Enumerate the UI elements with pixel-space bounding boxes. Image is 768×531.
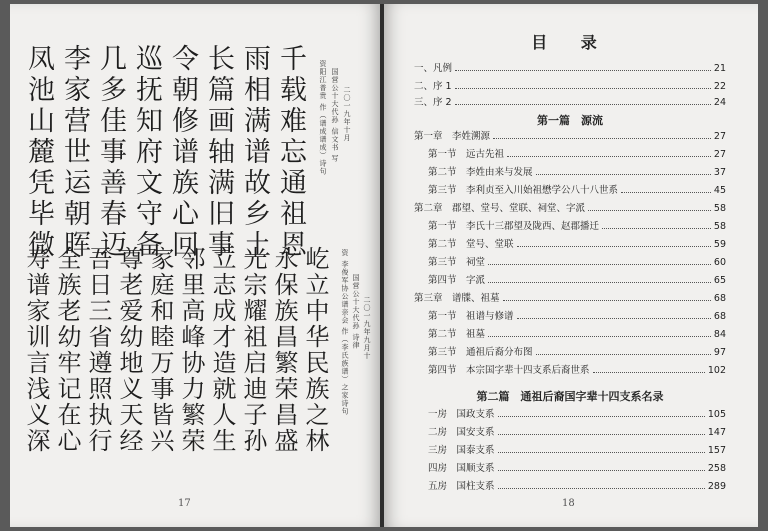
toc-section[interactable] xyxy=(414,272,726,286)
toc-entry-label: 第三节 通祖后裔分布图 xyxy=(428,347,533,358)
toc-entry-page: 68 xyxy=(713,311,726,322)
poem-note: 资阳江普贵 作（谱成谱成）诗句 xyxy=(319,60,327,176)
poem-line: 永保族昌繁荣昌盛 xyxy=(270,246,298,454)
toc-entry-page: 24 xyxy=(713,97,726,108)
toc-entry[interactable] xyxy=(414,94,726,108)
left-page xyxy=(10,4,380,527)
poem-line: 屹立中华民族之林 xyxy=(301,246,329,454)
part-title: 第二篇 通祖后裔国字辈十四支系名录 xyxy=(476,390,664,403)
leader-dots xyxy=(498,488,705,489)
leader-dots xyxy=(593,372,705,373)
leader-dots xyxy=(455,70,711,71)
leader-dots xyxy=(488,336,711,337)
leader-dots xyxy=(455,104,711,105)
toc-title: 目 录 xyxy=(531,33,611,52)
leader-dots xyxy=(493,138,711,139)
toc-entry-page: 45 xyxy=(713,185,726,196)
right-page xyxy=(384,4,758,527)
toc-entry-label: 一房 国政支系 xyxy=(428,409,495,420)
toc-entry-page: 59 xyxy=(713,239,726,250)
toc-entry-page: 27 xyxy=(713,149,726,160)
toc-entry-page: 68 xyxy=(713,293,726,304)
poem-line: 几多佳事善春迈 xyxy=(95,44,126,261)
toc-entry-page: 84 xyxy=(713,329,726,340)
toc-entry-page: 21 xyxy=(713,63,726,74)
toc-entry-page: 147 xyxy=(707,427,726,438)
toc-entry[interactable] xyxy=(414,478,726,492)
leader-dots xyxy=(621,192,711,193)
leader-dots xyxy=(503,300,711,301)
toc-entry-page: 97 xyxy=(713,347,726,358)
toc-entry-label: 第二节 堂号、堂联 xyxy=(428,239,514,250)
poem-line: 巡抚知府文守备 xyxy=(131,44,162,261)
toc-entry[interactable] xyxy=(414,460,726,474)
toc-chapter[interactable] xyxy=(414,128,726,142)
toc-entry-label: 第三节 李利贞至入川始祖懋学公八十八世系 xyxy=(428,185,619,196)
page-number: 17 xyxy=(178,498,191,509)
part-title: 第一篇 源流 xyxy=(537,114,603,127)
poem-line: 立志成才造就人生 xyxy=(208,246,236,454)
toc-entry-label: 第二章 郡望、堂号、堂联、祠堂、字派 xyxy=(414,203,586,214)
toc-entry-label: 三房 国泰支系 xyxy=(428,445,495,456)
toc-entry[interactable] xyxy=(414,424,726,438)
poem-line: 千载难忘通祖恩 xyxy=(275,44,306,261)
poem-line: 邻里高峰协力繁荣 xyxy=(177,246,205,454)
toc-entry-label: 四房 国顺支系 xyxy=(428,463,495,474)
poem-line: 光宗耀祖启迪子孙 xyxy=(239,246,267,454)
toc-entry-label: 第二节 李姓由来与发展 xyxy=(428,167,533,178)
toc-entry-label: 五房 国柱支系 xyxy=(428,481,495,492)
toc-entry-label: 第一节 李氏十三郡望及陇西、赵郡播迁 xyxy=(428,221,600,232)
leader-dots xyxy=(536,354,711,355)
toc-entry-label: 第三章 谱牒、祖墓 xyxy=(414,293,500,304)
toc-entry-label: 第三节 祠堂 xyxy=(428,257,486,268)
toc-entry[interactable] xyxy=(414,78,726,92)
toc-entry-label: 第一节 祖谱与修谱 xyxy=(428,311,514,322)
toc-entry-page: 258 xyxy=(707,463,726,474)
toc-entry-label: 第二节 祖墓 xyxy=(428,329,486,340)
toc-entry-label: 第四节 字派 xyxy=(428,275,486,286)
toc-entry-page: 289 xyxy=(707,481,726,492)
leader-dots xyxy=(488,264,711,265)
toc-entry[interactable] xyxy=(414,406,726,420)
leader-dots xyxy=(488,282,711,283)
leader-dots xyxy=(507,156,711,157)
leader-dots xyxy=(498,452,705,453)
toc-section[interactable] xyxy=(414,308,726,322)
poem-line: 长篇画轴满旧事 xyxy=(203,44,234,261)
toc-entry[interactable] xyxy=(414,60,726,74)
leader-dots xyxy=(517,318,711,319)
poem-note: 二〇一九年十月 xyxy=(343,86,351,142)
toc-entry-label: 三、序 2 xyxy=(414,97,452,108)
page-number: 18 xyxy=(562,498,575,509)
leader-dots xyxy=(588,210,711,211)
toc-chapter[interactable] xyxy=(414,290,726,304)
poem-note: 国营公十大代孙 诗律 xyxy=(352,274,360,350)
leader-dots xyxy=(498,416,705,417)
toc-chapter[interactable] xyxy=(414,200,726,214)
toc-entry-label: 第四节 本宗国字辈十四支系后裔世系 xyxy=(428,365,590,376)
toc-section[interactable] xyxy=(414,182,726,196)
poem-line: 雨相满谱故乡土 xyxy=(239,44,270,261)
toc-entry-page: 157 xyxy=(707,445,726,456)
toc-section[interactable] xyxy=(414,218,726,232)
toc-section[interactable] xyxy=(414,362,726,376)
toc-entry-page: 65 xyxy=(713,275,726,286)
toc-section[interactable] xyxy=(414,344,726,358)
table-of-contents xyxy=(414,56,726,506)
leader-dots xyxy=(498,434,705,435)
toc-entry-label: 二、序 1 xyxy=(414,81,452,92)
toc-entry-page: 102 xyxy=(707,365,726,376)
toc-entry-page: 22 xyxy=(713,81,726,92)
poem-note: 资 李俊军协公谱亲会 作（李氏族谱）之家诗句 xyxy=(341,249,349,416)
leader-dots xyxy=(517,246,711,247)
poem-line: 尊老爱幼地义天经 xyxy=(115,246,143,454)
toc-entry-page: 60 xyxy=(713,257,726,268)
toc-section[interactable] xyxy=(414,254,726,268)
poem-line: 全族老幼牢记在心 xyxy=(53,246,81,454)
toc-section[interactable] xyxy=(414,164,726,178)
poem-note: 国营公十大代孙 信文书 写 xyxy=(331,68,339,163)
poem-line: 凤池山麓凭毕微 xyxy=(23,44,54,261)
toc-entry-page: 58 xyxy=(713,203,726,214)
toc-entry-page: 105 xyxy=(707,409,726,420)
toc-section[interactable] xyxy=(414,236,726,250)
toc-entry-page: 58 xyxy=(713,221,726,232)
poem-note: 二〇一九年九月十 xyxy=(363,296,371,360)
toc-entry-label: 第一节 远古先祖 xyxy=(428,149,505,160)
poem-line: 令朝修谱族心回 xyxy=(167,44,198,261)
leader-dots xyxy=(602,228,711,229)
leader-dots xyxy=(498,470,705,471)
leader-dots xyxy=(455,88,711,89)
leader-dots xyxy=(536,174,711,175)
toc-entry[interactable] xyxy=(414,442,726,456)
toc-entry-page: 37 xyxy=(713,167,726,178)
toc-entry-label: 二房 国安支系 xyxy=(428,427,495,438)
toc-entry-page: 27 xyxy=(713,131,726,142)
toc-section[interactable] xyxy=(414,326,726,340)
toc-entry-label: 一、凡例 xyxy=(414,63,453,74)
poem-line: 李家营世运朝晖 xyxy=(59,44,90,261)
poem-line: 寿谱家训言浅义深 xyxy=(22,246,50,454)
toc-entry-label: 第一章 李姓溯源 xyxy=(414,131,491,142)
toc-section[interactable] xyxy=(414,146,726,160)
poem-line: 家庭和睦万事皆兴 xyxy=(146,246,174,454)
poem-line: 吾日三省遵照执行 xyxy=(84,246,112,454)
